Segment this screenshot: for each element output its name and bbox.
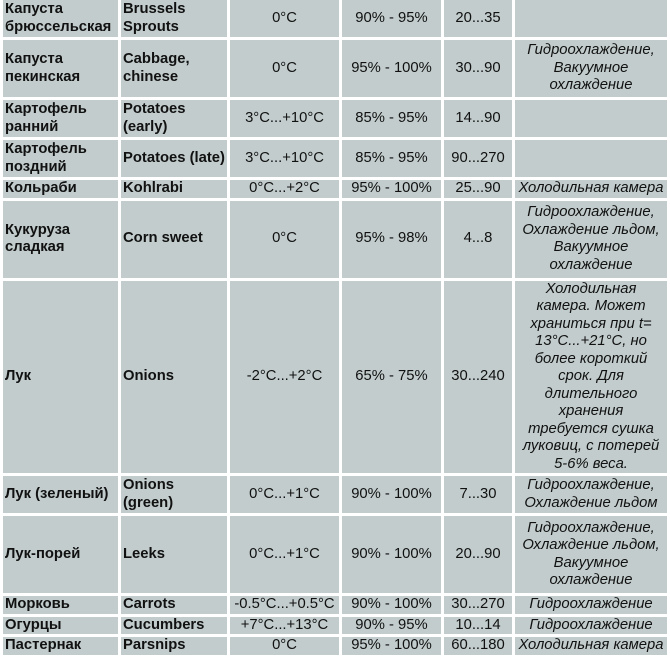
cooling-method-cell: Холодильная камера. Может храниться при t= 13°C...+21°C, но более короткий срок. Для длительного хранения требуется сушка луковиц, с потерей 5-6% веса. [515, 281, 667, 474]
temperature-cell: -2°C...+2°C [230, 281, 339, 474]
table-row [3, 516, 667, 593]
product-name-ru: Лук [3, 281, 118, 474]
product-name-ru: Огурцы [3, 617, 118, 635]
table-row [3, 140, 667, 177]
table-row [3, 0, 667, 37]
product-name-ru: Картофель поздний [3, 140, 118, 177]
storage-days-cell: 25...90 [444, 180, 512, 198]
product-name-en: Cabbage, chinese [121, 40, 227, 97]
product-name-ru: Лук (зеленый) [3, 476, 118, 513]
product-name-ru: Морковь [3, 596, 118, 614]
product-name-ru: Капуста брюссельская [3, 0, 118, 37]
cooling-method-cell: Гидроохлаждение, Охлаждение льдом, Вакуумное охлаждение [515, 201, 667, 278]
cooling-method-cell [515, 0, 667, 37]
humidity-cell: 90% - 95% [342, 0, 441, 37]
product-name-ru: Лук-порей [3, 516, 118, 593]
product-name-en: Corn sweet [121, 201, 227, 278]
storage-days-cell: 60...180 [444, 637, 512, 655]
temperature-cell: 0°C [230, 637, 339, 655]
product-name-en: Carrots [121, 596, 227, 614]
cooling-method-cell: Холодильная камера [515, 180, 667, 198]
storage-days-cell: 20...90 [444, 516, 512, 593]
table-row [3, 40, 667, 97]
temperature-cell: 3°C...+10°C [230, 140, 339, 177]
table-row [3, 596, 667, 614]
temperature-cell: 3°C...+10°C [230, 100, 339, 137]
temperature-cell: -0.5°C...+0.5°C [230, 596, 339, 614]
temperature-cell: 0°C [230, 201, 339, 278]
storage-days-cell: 14...90 [444, 100, 512, 137]
table-row [3, 100, 667, 137]
table-row [3, 180, 667, 198]
humidity-cell: 90% - 100% [342, 516, 441, 593]
cooling-method-cell [515, 140, 667, 177]
cooling-method-cell: Гидроохлаждение, Охлаждение льдом, Вакуумное охлаждение [515, 516, 667, 593]
product-name-en: Onions [121, 281, 227, 474]
humidity-cell: 90% - 95% [342, 617, 441, 635]
storage-days-cell: 90...270 [444, 140, 512, 177]
product-name-ru: Капуста пекинская [3, 40, 118, 97]
temperature-cell: 0°C [230, 0, 339, 37]
table-row [3, 617, 667, 635]
cooling-method-cell: Холодильная камера [515, 637, 667, 655]
humidity-cell: 95% - 100% [342, 637, 441, 655]
product-name-en: Brussels Sprouts [121, 0, 227, 37]
product-name-en: Parsnips [121, 637, 227, 655]
cooling-method-cell [515, 100, 667, 137]
humidity-cell: 95% - 100% [342, 40, 441, 97]
product-name-en: Potatoes (early) [121, 100, 227, 137]
humidity-cell: 65% - 75% [342, 281, 441, 474]
temperature-cell: 0°C...+1°C [230, 476, 339, 513]
storage-days-cell: 30...240 [444, 281, 512, 474]
product-name-en: Onions (green) [121, 476, 227, 513]
humidity-cell: 85% - 95% [342, 140, 441, 177]
humidity-cell: 95% - 98% [342, 201, 441, 278]
product-name-ru: Картофель ранний [3, 100, 118, 137]
cooling-method-cell: Гидроохлаждение [515, 617, 667, 635]
temperature-cell: 0°C [230, 40, 339, 97]
product-name-ru: Кольраби [3, 180, 118, 198]
storage-days-cell: 10...14 [444, 617, 512, 635]
table-row [3, 476, 667, 513]
temperature-cell: 0°C...+1°C [230, 516, 339, 593]
storage-days-cell: 7...30 [444, 476, 512, 513]
product-name-en: Leeks [121, 516, 227, 593]
storage-days-cell: 30...90 [444, 40, 512, 97]
table-row [3, 281, 667, 474]
product-name-en: Cucumbers [121, 617, 227, 635]
product-name-en: Potatoes (late) [121, 140, 227, 177]
product-name-ru: Пастернак [3, 637, 118, 655]
cooling-method-cell: Гидроохлаждение, Охлаждение льдом [515, 476, 667, 513]
product-name-ru: Кукуруза сладкая [3, 201, 118, 278]
temperature-cell: 0°C...+2°C [230, 180, 339, 198]
humidity-cell: 85% - 95% [342, 100, 441, 137]
cooling-method-cell: Гидроохлаждение [515, 596, 667, 614]
humidity-cell: 95% - 100% [342, 180, 441, 198]
table-row [3, 201, 667, 278]
storage-days-cell: 30...270 [444, 596, 512, 614]
cooling-method-cell: Гидроохлаждение, Вакуумное охлаждение [515, 40, 667, 97]
storage-days-cell: 4...8 [444, 201, 512, 278]
humidity-cell: 90% - 100% [342, 596, 441, 614]
humidity-cell: 90% - 100% [342, 476, 441, 513]
product-name-en: Kohlrabi [121, 180, 227, 198]
storage-days-cell: 20...35 [444, 0, 512, 37]
table-row [3, 637, 667, 655]
temperature-cell: +7°C...+13°C [230, 617, 339, 635]
